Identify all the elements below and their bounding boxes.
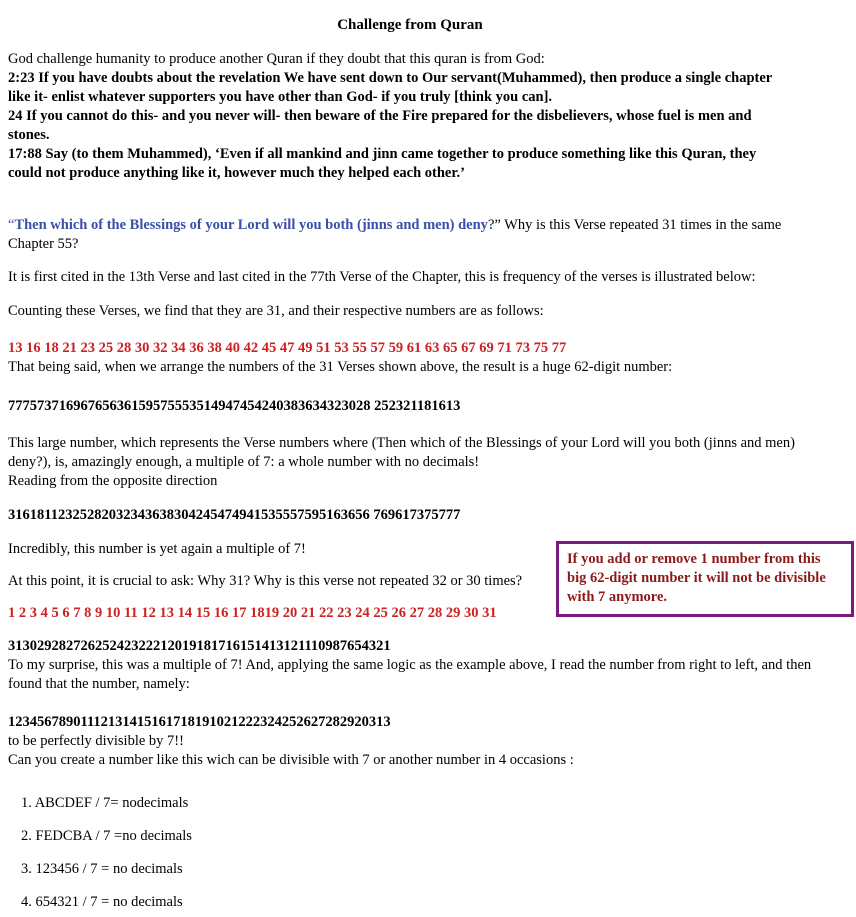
sequence-numbers: 1 2 3 4 5 6 7 8 9 10 11 12 13 14 15 16 17 1819 20 21 22 23 24 25 26 27 28 29 30 31 (8, 605, 497, 621)
list-item: 4. 654321 / 7 = no decimals (21, 894, 183, 910)
list-item: 3. 123456 / 7 = no decimals (21, 861, 183, 877)
divisible-text: to be perfectly divisible by 7!! (8, 733, 184, 749)
intro-text: God challenge humanity to produce another Quran if they doubt that this quran is from God: (8, 51, 545, 67)
question-rest: ?” Why is this Verse repeated 31 times in the same (487, 217, 782, 233)
callout-box: If you add or remove 1 number from this big 62-digit number it will not be divisible with 7 anymore. (556, 541, 854, 617)
surprise-text: To my surprise, this was a multiple of 7! And, applying the same logic as the example above, I read the number from right to left, and then (8, 657, 812, 673)
big-number-1: 77757371696765636159575553514947454240383634323028 252321181613 (8, 398, 461, 414)
verse-numbers: 13 16 18 21 23 25 28 30 32 34 36 38 40 42 45 47 49 51 53 55 57 59 61 63 65 67 69 71 73 75 77 (8, 340, 567, 356)
open-quote: “ (8, 217, 15, 233)
big-number-2: 31618112325282032343638304245474941535557595163656 769617375777 (8, 507, 461, 523)
big-number-4: 12345678901112131415161718191021222324252627282920313 (8, 714, 391, 730)
verse-line: could not produce anything like it, however much they helped each other.’ (8, 165, 465, 181)
large-number-text: Reading from the opposite direction (8, 473, 218, 489)
large-number-text: deny?), is, amazingly enough, a multiple of 7: a whole number with no decimals! (8, 454, 480, 470)
question-line-2: Chapter 55? (8, 236, 79, 252)
big-number-3: 31302928272625242322212019181716151413121110987654321 (8, 638, 391, 654)
arrange-text: That being said, when we arrange the numbers of the 31 Verses shown above, the result is a huge 62-digit number: (8, 359, 673, 375)
list-item: 2. FEDCBA / 7 =no decimals (21, 828, 192, 844)
crucial-text: At this point, it is crucial to ask: Why 31? Why is this verse not repeated 32 or 30 times? (8, 573, 523, 589)
large-number-text: This large number, which represents the Verse numbers where (Then which of the Blessings of your Lord will you both (jinns and men) (8, 435, 795, 451)
verse-line: stones. (8, 127, 50, 143)
counting-text: Counting these Verses, we find that they are 31, and their respective numbers are as follows: (8, 303, 544, 319)
question-line (8, 216, 781, 235)
page-title: Challenge from Quran (337, 17, 483, 33)
question-highlight: Then which of the Blessings of your Lord will you both (jinns and men) deny (14, 217, 488, 233)
verse-line: like it- enlist whatever supporters you have other than God- if you truly [think you can]. (8, 89, 553, 105)
verse-line: 17:88 Say (to them Muhammed), ‘Even if all mankind and jinn came together to produce something like this Quran, they (8, 146, 757, 162)
divisible-text: Can you create a number like this wich can be divisible with 7 or another number in 4 occasions : (8, 752, 574, 768)
verse-line: 2:23 If you have doubts about the revelation We have sent down to Our servant(Muhammed), then produce a single chapter (8, 70, 773, 86)
list-item: 1. ABCDEF / 7= nodecimals (21, 795, 189, 811)
verse-line: 24 If you cannot do this- and you never will- then beware of the Fire prepared for the disbelievers, whose fuel is men and (8, 108, 752, 124)
incredibly-text: Incredibly, this number is yet again a multiple of 7! (8, 541, 306, 557)
surprise-text: found that the number, namely: (8, 676, 190, 692)
cited-text: It is first cited in the 13th Verse and last cited in the 77th Verse of the Chapter, this is frequency of the verses is illustrated below: (8, 269, 756, 285)
